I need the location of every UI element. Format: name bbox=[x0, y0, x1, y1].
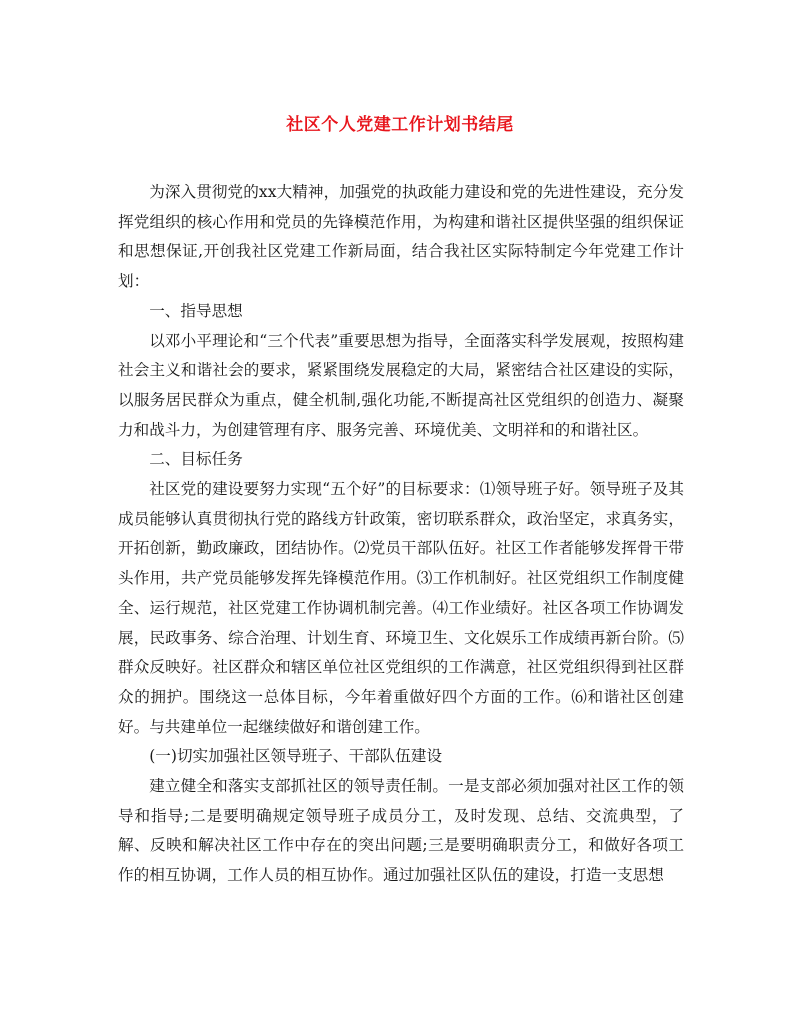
leadership-paragraph: 建立健全和落实支部抓社区的领导责任制。一是支部必须加强对社区工作的领导和指导;二是要明确规定领导班子成员分工，及时发现、总结、交流典型，了解、反映和解决社区工作中存在的突出问题;三是要明确职责分工，和做好各项工作的相互协调，工作人员的相互协作。通过加强社区队伍的建设，打造一支思想 bbox=[118, 777, 684, 885]
section-heading-goals: 二、目标任务 bbox=[149, 450, 243, 469]
intro-paragraph: 为深入贯彻党的xx大精神，加强党的执政能力建设和党的先进性建设，充分发挥党组织的核心作用和党员的先锋模范作用，为构建和谐社区提供坚强的组织保证和思想保证,开创我社区党建工作新局面，结合我社区实际特制定今年党建工作计划： bbox=[118, 183, 684, 291]
section-heading-guiding-ideology: 一、指导思想 bbox=[149, 301, 243, 320]
document-body bbox=[118, 178, 684, 891]
subsection-heading-leadership: (一)切实加强社区领导班子、干部队伍建设 bbox=[149, 747, 443, 766]
document-title: 社区个人党建工作计划书结尾 bbox=[286, 115, 514, 135]
guiding-ideology-paragraph: 以邓小平理论和“三个代表”重要思想为指导，全面落实科学发展观，按照构建社会主义和谐社会的要求，紧紧围绕发展稳定的大局，紧密结合社区建设的实际，以服务居民群众为重点，健全机制,强化功能,不断提高社区党组织的创造力、凝聚力和战斗力，为创建管理有序、服务完善、环境优美、文明祥和的和谐社区。 bbox=[118, 331, 684, 439]
goals-paragraph: 社区党的建设要努力实现“五个好”的目标要求：⑴领导班子好。领导班子及其成员能够认真贯彻执行党的路线方针政策，密切联系群众，政治坚定，求真务实，开拓创新，勤政廉政，团结协作。⑵党员干部队伍好。社区工作者能够发挥骨干带头作用，共产党员能够发挥先锋模范作用。⑶工作机制好。社区党组织工作制度健全、运行规范，社区党建工作协调机制完善。⑷工作业绩好。社区各项工作协调发展，民政事务、综合治理、计划生育、环境卫生、文化娱乐工作成绩再新台阶。⑸群众反映好。社区群众和辖区单位社区党组织的工作满意，社区党组织得到社区群众的拥护。围绕这一总体目标，今年着重做好四个方面的工作。⑹和谐社区创建好。与共建单位一起继续做好和谐创建工作。 bbox=[118, 480, 684, 736]
